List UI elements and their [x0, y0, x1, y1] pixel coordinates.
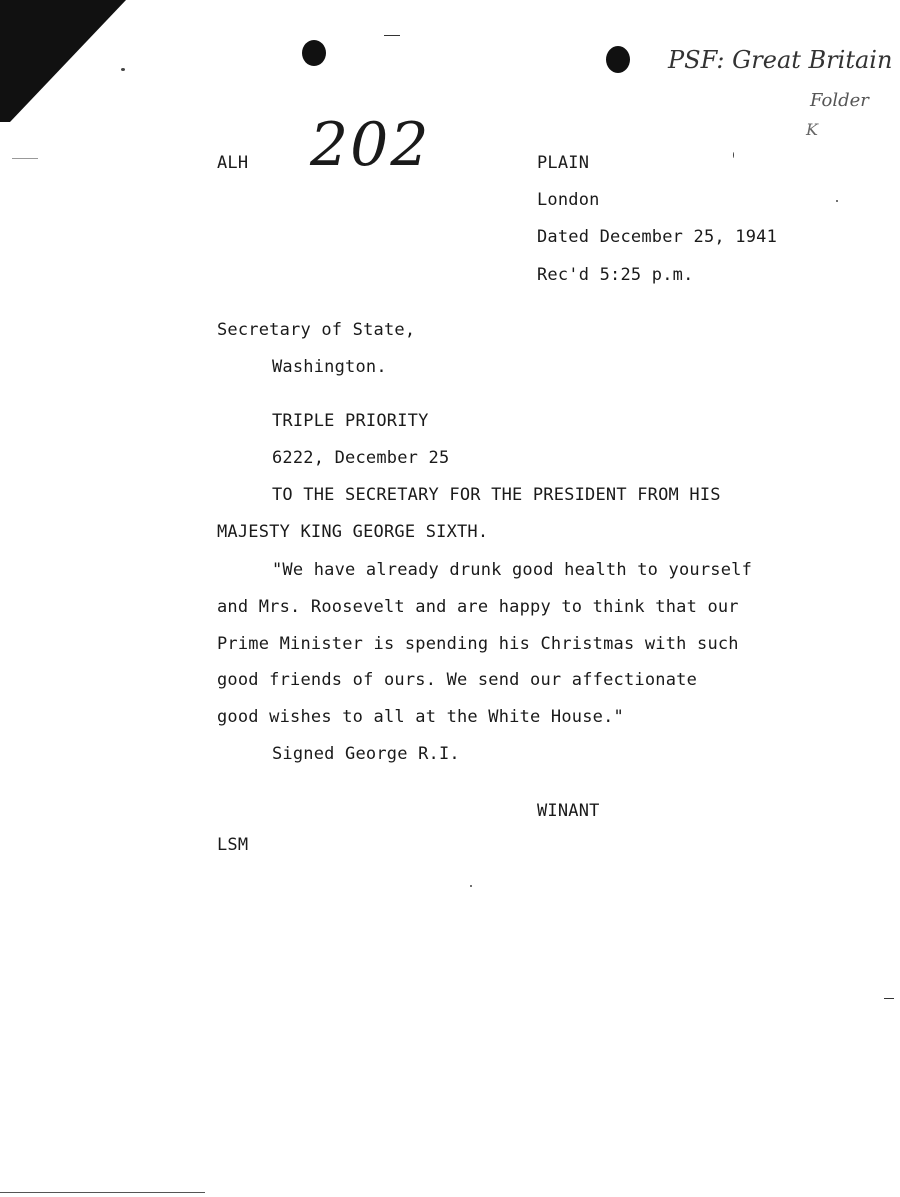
telegram-origin: London	[537, 190, 600, 210]
header-initials: ALH	[217, 153, 249, 173]
speck	[470, 885, 472, 887]
punch-hole-left	[302, 40, 326, 66]
mark	[384, 35, 400, 36]
handwritten-file-note-line3: K	[806, 120, 818, 139]
recipient-city: Washington.	[272, 357, 387, 377]
telegram-type: PLAIN	[537, 153, 590, 173]
mark	[884, 998, 894, 999]
speck	[121, 68, 125, 71]
punch-hole-right	[606, 46, 630, 73]
message-line: MAJESTY KING GEORGE SIXTH.	[217, 522, 489, 542]
message-reference: 6222, December 25	[272, 448, 450, 468]
message-line: and Mrs. Roosevelt and are happy to think that our	[217, 597, 739, 617]
message-line: good wishes to all at the White House."	[217, 707, 624, 727]
telegram-received: Rec'd 5:25 p.m.	[537, 265, 694, 285]
message-line: Prime Minister is spending his Christmas with such	[217, 634, 739, 654]
speck	[836, 200, 838, 202]
handwritten-file-note-line2: Folder	[810, 90, 869, 111]
speck	[733, 152, 734, 158]
sender-name: WINANT	[537, 801, 600, 821]
corner-triangle	[0, 0, 130, 130]
footer-initials: LSM	[217, 835, 249, 855]
mark	[12, 158, 38, 159]
recipient: Secretary of State,	[217, 320, 416, 340]
message-line: "We have already drunk good health to yourself	[272, 560, 753, 580]
mark	[0, 1192, 205, 1193]
document-number: 202	[310, 110, 431, 180]
message-line: TO THE SECRETARY FOR THE PRESIDENT FROM HIS	[272, 485, 721, 505]
message-line: good friends of ours. We send our affectionate	[217, 670, 698, 690]
telegram-dated: Dated December 25, 1941	[537, 227, 778, 247]
signature-line: Signed George R.I.	[272, 744, 460, 764]
priority: TRIPLE PRIORITY	[272, 411, 429, 431]
handwritten-file-note: PSF: Great Britain	[668, 46, 893, 74]
